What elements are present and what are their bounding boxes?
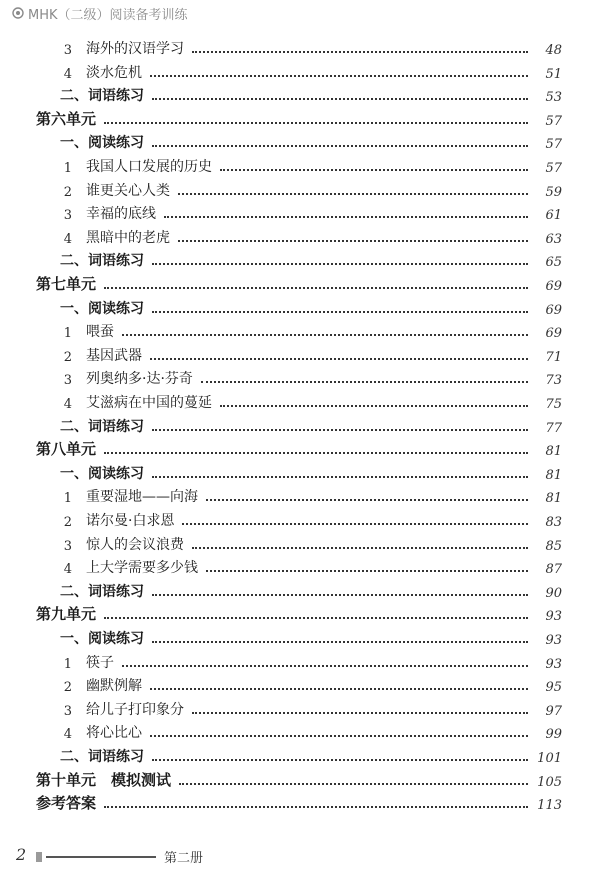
dot-leader <box>122 665 528 667</box>
toc-entry-page: 48 <box>545 43 562 58</box>
toc-entry-title: 一、阅读练习 <box>60 135 144 152</box>
toc-entry-item[interactable] <box>0 557 600 577</box>
toc-entry-section[interactable] <box>0 416 600 436</box>
toc-entry-page: 93 <box>545 609 562 625</box>
toc-entry-title: 幽默例解 <box>86 678 142 695</box>
toc-entry-title: 幸福的底线 <box>86 206 156 223</box>
toc-entry-page: 87 <box>545 562 562 578</box>
toc-entry-number: 3 <box>63 703 72 719</box>
toc-entry-page: 81 <box>545 467 562 483</box>
toc-entry-title: 第十单元 模拟测试 <box>36 770 172 789</box>
dot-leader <box>104 287 528 289</box>
toc-entry-page: 75 <box>545 397 562 412</box>
toc-entry-item[interactable] <box>0 699 600 719</box>
toc-entry-number: 3 <box>63 373 72 389</box>
toc-entry-title: 诺尔曼·白求恩 <box>86 513 175 529</box>
toc-entry-unit[interactable] <box>0 274 600 294</box>
dot-leader <box>152 98 528 100</box>
toc-entry-title: 基因武器 <box>86 347 142 364</box>
dot-leader <box>152 263 528 265</box>
toc-entry-title: 筷子 <box>86 654 114 671</box>
toc-entry-page: 69 <box>545 326 562 342</box>
dot-leader <box>220 405 528 407</box>
toc-entry-item[interactable] <box>0 722 600 742</box>
toc-entry-item[interactable] <box>0 156 600 176</box>
dot-leader <box>192 712 528 714</box>
toc-entry-number: 4 <box>63 562 72 578</box>
toc-entry-title: 上大学需要多少钱 <box>86 560 198 577</box>
dot-leader <box>206 499 528 501</box>
toc-entry-item[interactable] <box>0 62 600 82</box>
toc-entry-item[interactable] <box>0 345 600 365</box>
toc-entry-section[interactable] <box>0 132 600 152</box>
toc-entry-item[interactable] <box>0 675 600 695</box>
toc-entry-title: 二、词语练习 <box>60 418 144 435</box>
toc-entry-item[interactable] <box>0 534 600 554</box>
toc-entry-title: 艾滋病在中国的蔓延 <box>86 395 212 411</box>
dot-leader <box>192 51 528 53</box>
toc-entry-unit[interactable] <box>0 109 600 129</box>
dot-leader <box>164 216 528 218</box>
toc-entry-section[interactable] <box>0 746 600 766</box>
toc-entry-title: 海外的汉语学习 <box>86 41 184 57</box>
dot-leader <box>150 735 528 737</box>
toc-entry-number: 1 <box>63 326 72 342</box>
toc-entry-page: 97 <box>545 703 562 719</box>
toc-entry-title: 第九单元 <box>36 605 97 624</box>
toc-entry-title: 黑暗中的老虎 <box>86 229 170 246</box>
toc-entry-item[interactable] <box>0 180 600 200</box>
dot-leader <box>220 169 528 171</box>
toc-entry-page: 57 <box>545 161 562 176</box>
page-footer <box>0 843 600 867</box>
toc-entry-section[interactable] <box>0 628 600 648</box>
toc-entry-title: 二、词语练习 <box>60 88 144 105</box>
dot-leader <box>152 476 528 478</box>
toc-entry-item[interactable] <box>0 203 600 223</box>
dot-leader <box>104 122 528 124</box>
toc-entry-title: 重要湿地——向海 <box>86 489 198 506</box>
toc-entry-page: 83 <box>545 515 562 530</box>
toc-entry-title: 一、阅读练习 <box>60 300 144 317</box>
toc-entry-item[interactable] <box>0 652 600 672</box>
toc-entry-title: 二、词语练习 <box>60 583 144 600</box>
dot-leader <box>179 783 528 785</box>
toc-entry-page: 59 <box>545 184 562 200</box>
dot-leader <box>178 240 528 242</box>
dot-leader <box>182 523 528 525</box>
toc-entry-page: 113 <box>537 798 562 814</box>
dot-leader <box>152 594 528 596</box>
toc-entry-page: 57 <box>545 113 562 129</box>
dot-leader <box>192 547 528 549</box>
toc-entry-title: 二、词语练习 <box>60 749 144 765</box>
dot-leader <box>201 381 528 383</box>
toc-entry-page: 53 <box>545 90 562 106</box>
dot-leader <box>206 570 528 572</box>
toc-entry-title: 一、阅读练习 <box>60 465 144 482</box>
dot-leader <box>152 429 528 431</box>
toc-entry-page: 63 <box>545 231 562 247</box>
toc-entry-title: 列奥纳多·达·芬奇 <box>86 371 193 388</box>
toc-entry-unit[interactable] <box>0 770 600 790</box>
toc-entry-title: 第六单元 <box>36 109 97 128</box>
toc-entry-section[interactable] <box>0 298 600 318</box>
running-header <box>12 3 188 23</box>
toc-entry-section[interactable] <box>0 85 600 105</box>
volume-label: 第二册 <box>164 851 204 866</box>
dot-leader <box>104 452 528 454</box>
toc-entry-title: 喂蚕 <box>86 324 114 341</box>
dot-leader <box>178 193 528 195</box>
toc-entry-page: 73 <box>545 373 562 389</box>
dot-leader <box>150 688 528 690</box>
toc-entry-item[interactable] <box>0 510 600 530</box>
toc-entry-page: 65 <box>545 255 562 271</box>
toc-entry-page: 95 <box>545 680 562 696</box>
toc-entry-item[interactable] <box>0 38 600 58</box>
toc-entry-page: 93 <box>545 633 562 648</box>
dot-leader <box>150 75 528 77</box>
toc-entry-title: 将心比心 <box>86 725 142 742</box>
dot-leader <box>152 145 528 147</box>
dot-leader <box>152 641 528 643</box>
dot-leader <box>104 806 528 808</box>
footer-rule <box>46 856 156 858</box>
toc-entry-page: 105 <box>537 774 562 790</box>
toc-entry-page: 81 <box>545 491 562 507</box>
toc-entry-number: 1 <box>63 656 72 672</box>
dot-leader <box>150 358 528 360</box>
toc-entry-title: 二、词语练习 <box>60 253 144 270</box>
toc-entry-number: 1 <box>63 161 72 176</box>
dot-leader <box>104 617 528 619</box>
toc-entry-number: 2 <box>63 349 72 365</box>
toc-entry-page: 77 <box>545 420 562 436</box>
toc-entry-number: 2 <box>63 515 72 530</box>
toc-entry-page: 85 <box>545 538 562 554</box>
toc-entry-title: 一、阅读练习 <box>60 631 144 647</box>
toc-entry-title: 第八单元 <box>36 440 97 459</box>
toc-entry-number: 4 <box>63 397 72 412</box>
toc-entry-number: 4 <box>63 66 72 82</box>
toc-entry-item[interactable] <box>0 486 600 506</box>
toc-entry-section[interactable] <box>0 250 600 270</box>
toc-entry-item[interactable] <box>0 368 600 388</box>
toc-entry-title: 淡水危机 <box>86 64 142 81</box>
dot-leader <box>122 334 528 336</box>
toc-entry-item[interactable] <box>0 321 600 341</box>
toc-entry-unit[interactable] <box>0 793 600 813</box>
dot-leader <box>152 759 528 761</box>
toc-entry-title: 惊人的会议浪费 <box>86 536 184 553</box>
toc-entry-title: 我国人口发展的历史 <box>86 159 212 175</box>
toc-entry-unit[interactable] <box>0 439 600 459</box>
footer-bar-decoration <box>36 852 42 862</box>
toc-entry-page: 69 <box>545 302 562 318</box>
toc-entry-page: 101 <box>537 751 562 766</box>
toc-entry-title: 第七单元 <box>36 275 97 293</box>
page-number: 2 <box>16 845 27 864</box>
toc-entry-unit[interactable] <box>0 604 600 624</box>
toc-entry-item[interactable] <box>0 227 600 247</box>
dot-leader <box>152 311 528 313</box>
toc-entry-page: 93 <box>545 656 562 672</box>
toc-entry-item[interactable] <box>0 392 600 412</box>
toc-entry-number: 2 <box>63 680 72 696</box>
toc-entry-page: 57 <box>545 137 562 153</box>
toc-entry-number: 4 <box>63 231 72 247</box>
toc-entry-page: 99 <box>545 727 562 743</box>
toc-entry-section[interactable] <box>0 581 600 601</box>
toc-entry-page: 69 <box>545 279 562 294</box>
toc-entry-page: 61 <box>545 208 562 224</box>
toc-entry-title: 参考答案 <box>36 794 97 813</box>
toc-entry-number: 1 <box>63 491 72 507</box>
toc-entry-title: 谁更关心人类 <box>86 182 170 199</box>
toc-entry-number: 4 <box>63 727 72 743</box>
toc-entry-page: 51 <box>545 66 562 82</box>
toc-entry-number: 3 <box>63 538 72 554</box>
toc-entry-page: 71 <box>545 349 562 365</box>
toc-entry-title: 给儿子打印象分 <box>86 701 184 718</box>
toc-entry-number: 3 <box>63 43 72 58</box>
toc-entry-page: 90 <box>545 585 562 601</box>
circle-logo-icon <box>12 7 24 19</box>
toc-entry-number: 2 <box>63 184 72 200</box>
toc-entry-section[interactable] <box>0 463 600 483</box>
header-title: MHK（二级）阅读备考训练 <box>28 7 188 23</box>
toc-entry-page: 81 <box>545 444 562 460</box>
toc-entry-number: 3 <box>63 208 72 224</box>
